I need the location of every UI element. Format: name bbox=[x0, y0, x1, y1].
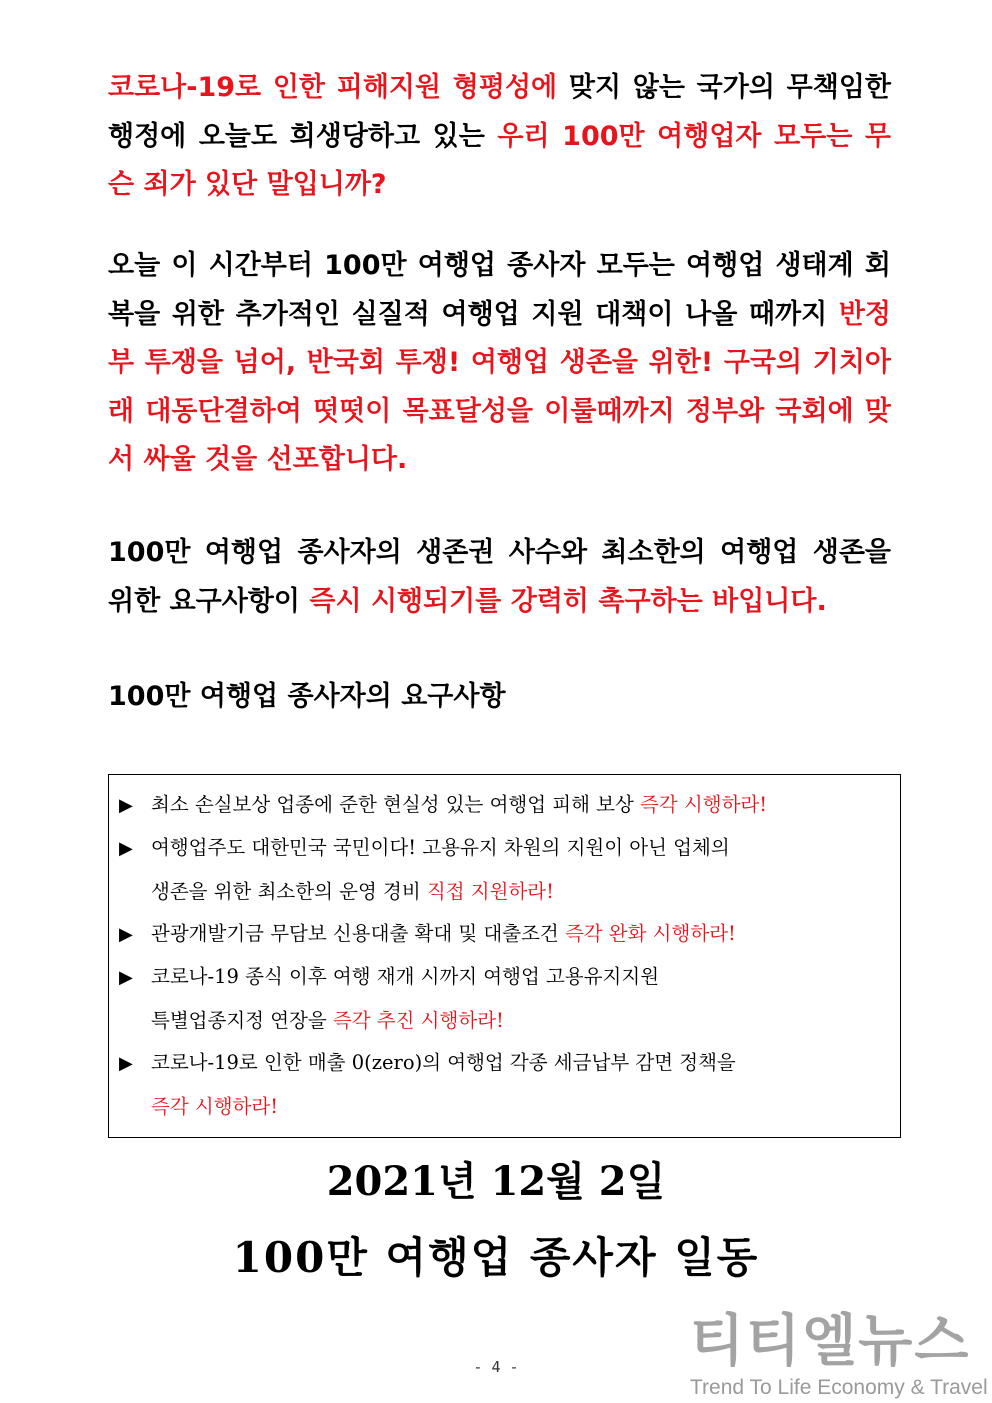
triangle-bullet-icon: ▶ bbox=[119, 967, 133, 988]
requirement-text: 생존을 위한 최소한의 운영 경비 bbox=[151, 880, 427, 903]
paragraph-3 bbox=[108, 529, 891, 626]
paragraph-1-highlight-b: 우리 100만 여행업자 모두는 무슨 죄가 있단 말입니까? bbox=[108, 120, 891, 200]
requirement-text: 최소 손실보상 업종에 준한 현실성 있는 여행업 피해 보상 bbox=[151, 793, 641, 816]
triangle-bullet-icon: ▶ bbox=[119, 795, 133, 816]
requirement-item bbox=[119, 1041, 889, 1128]
paragraph-1-text: 맞지 않는 국가의 무책임한 행정에 오늘도 희생당하고 있는 bbox=[108, 72, 891, 152]
signature-organization: 100만 여행업 종사자 일동 bbox=[232, 1233, 760, 1282]
triangle-bullet-icon: ▶ bbox=[119, 924, 133, 945]
requirement-text: 특별업종지정 연장을 bbox=[151, 1009, 333, 1032]
requirement-text: 관광개발기금 무담보 신용대출 확대 및 대출조건 bbox=[151, 922, 565, 945]
requirement-demand: 즉각 추진 시행하라! bbox=[332, 1009, 504, 1032]
requirements-box bbox=[108, 774, 901, 1138]
triangle-bullet-icon: ▶ bbox=[119, 1053, 133, 1074]
signature-date: 2021년 12월 2일 bbox=[326, 1158, 666, 1205]
requirements-heading: 100만 여행업 종사자의 요구사항 bbox=[108, 681, 506, 712]
requirement-text: 코로나-19 종식 이후 여행 재개 시까지 여행업 고용유지지원 bbox=[151, 965, 660, 988]
requirement-demand: 즉각 완화 시행하라! bbox=[564, 922, 736, 945]
requirement-text: 여행업주도 대한민국 국민이다! 고용유지 차원의 지원이 아닌 업체의 bbox=[151, 836, 730, 859]
paragraph-1 bbox=[108, 64, 891, 210]
requirement-item bbox=[119, 783, 889, 827]
requirement-text: 코로나-19로 인한 매출 0(zero)의 여행업 각종 세금납부 감면 정책을 bbox=[151, 1051, 736, 1074]
requirement-item bbox=[119, 826, 889, 913]
paragraph-2 bbox=[108, 242, 891, 485]
requirement-demand: 즉각 시행하라! bbox=[640, 793, 768, 816]
watermark-logo bbox=[690, 1309, 990, 1402]
watermark-english: Trend To Life Economy & Travel bbox=[690, 1376, 988, 1399]
triangle-bullet-icon: ▶ bbox=[119, 838, 133, 859]
paragraph-2-highlight: 반정부 투쟁을 넘어, 반국회 투쟁! 여행업 생존을 위한! 구국의 기치아래 대동단결하여 떳떳이 목표달성을 이룰때까지 정부와 국회에 맞서 싸울 것을 선포합니다. bbox=[108, 298, 891, 475]
paragraph-3-highlight: 즉시 시행되기를 강력히 촉구하는 바입니다. bbox=[309, 585, 827, 617]
watermark-korean: 티티엘뉴스 bbox=[690, 1309, 971, 1374]
paragraph-1-highlight-a: 코로나-19로 인한 피해지원 형평성에 bbox=[108, 72, 558, 103]
page-number: - 4 - bbox=[473, 1358, 519, 1376]
requirement-demand: 직접 지원하라! bbox=[426, 880, 554, 903]
paragraph-3-text: 100만 여행업 종사자의 생존권 사수와 최소한의 여행업 생존을 위한 요구사항이 bbox=[108, 537, 891, 617]
requirement-item bbox=[119, 912, 889, 956]
requirement-item bbox=[119, 955, 889, 1042]
paragraph-2-text: 오늘 이 시간부터 100만 여행업 종사자 모두는 여행업 생태계 회복을 위한 추가적인 실질적 여행업 지원 대책이 나올 때까지 bbox=[108, 250, 891, 330]
requirement-demand: 즉각 시행하라! bbox=[151, 1095, 279, 1118]
